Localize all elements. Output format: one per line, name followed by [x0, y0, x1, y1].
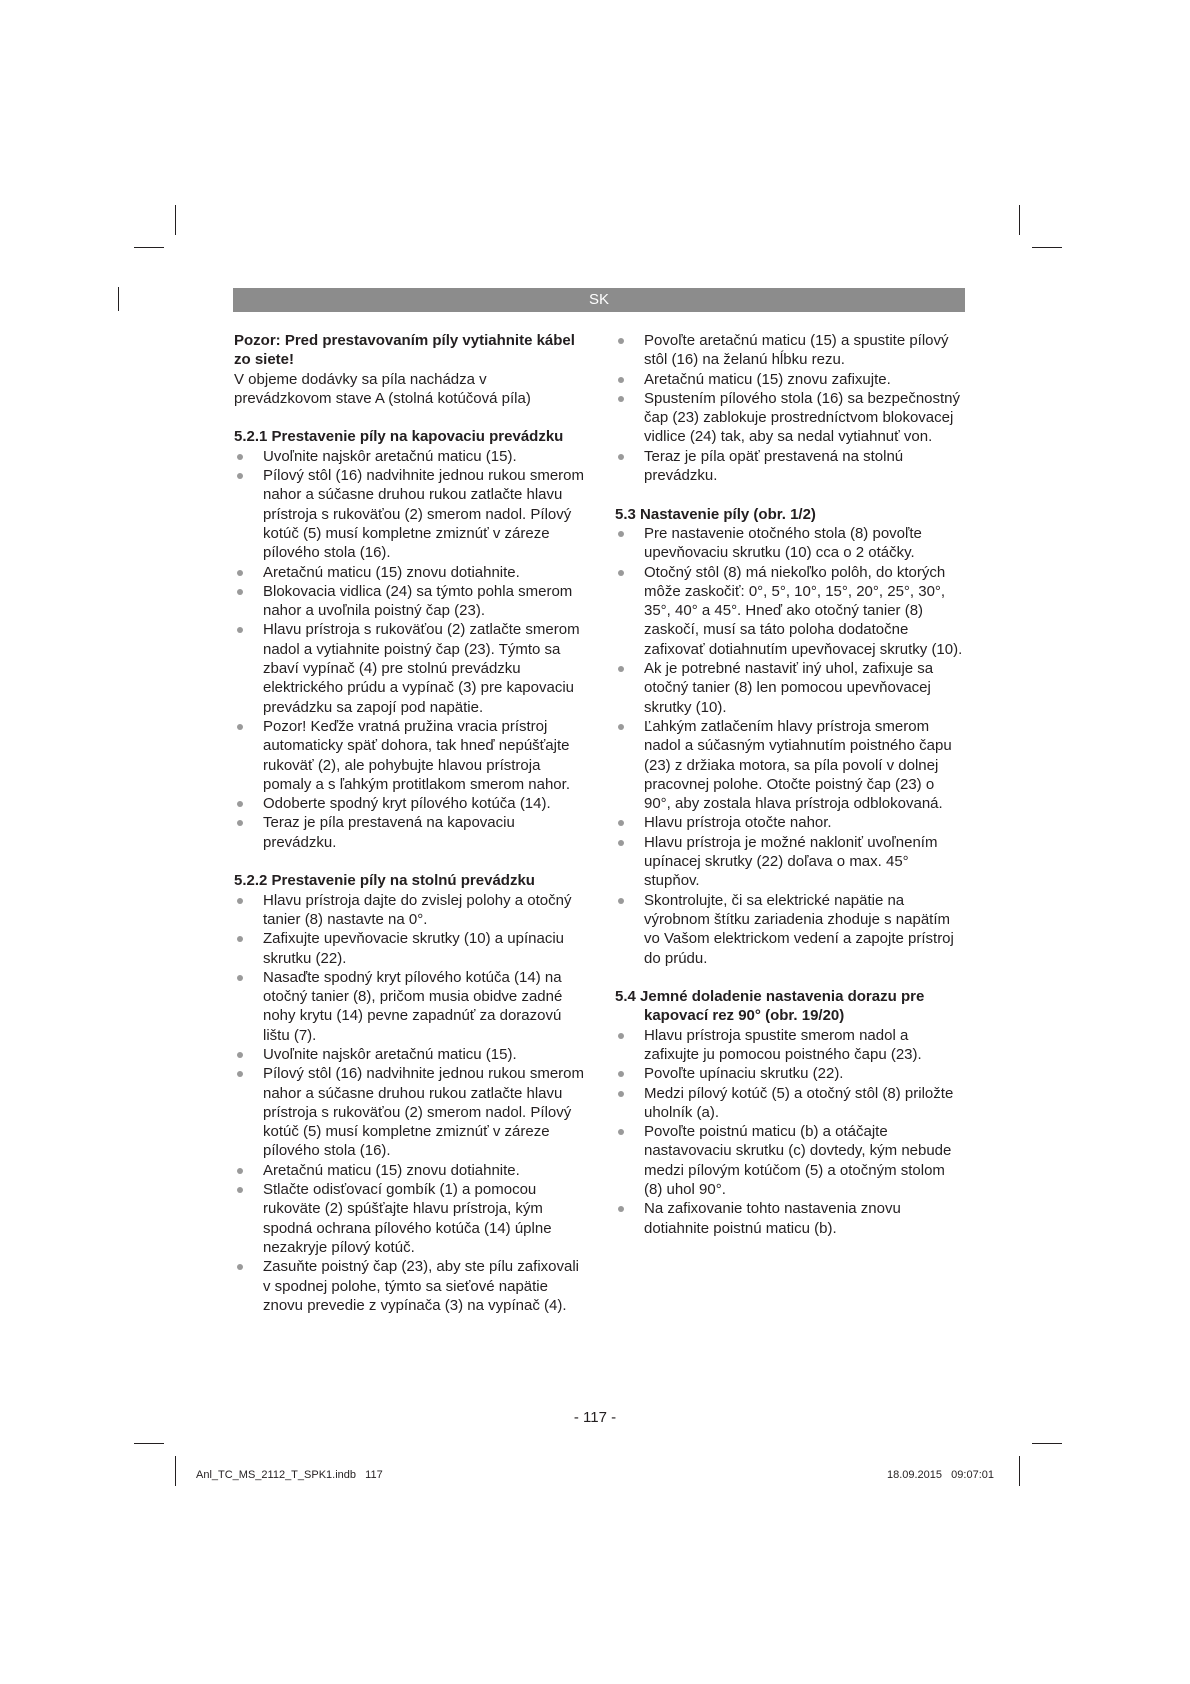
list-item: Otočný stôl (8) má niekoľko polôh, do ktorých môže zaskočiť: 0°, 5°, 10°, 15°, 20°, 25°, 30°, 35°, 40° a 45°. Hneď ako otočný tanier (8) zaskočí, musí sa táto poloha dodatočne zafixovať dotiahnutím upevňovacej skrutky (10).: [615, 563, 965, 659]
section-5-4-list: [615, 1026, 965, 1238]
left-column: [234, 331, 584, 1315]
list-item: Zasuňte poistný čap (23), aby ste pílu zafixovali v spodnej polohe, týmto sa sieťové napätie znovu prevedie z vypínača (3) na vypínač (4).: [234, 1257, 584, 1315]
file-slug: Anl_TC_MS_2112_T_SPK1.indb 117: [196, 1469, 383, 1481]
section-5-2-2-list: [234, 891, 584, 1316]
crop-mark: [1032, 247, 1062, 248]
intro-text: V objeme dodávky sa píla nachádza v prevádzkovom stave A (stolná kotúčová píla): [234, 370, 531, 407]
crop-mark: [175, 205, 176, 235]
crop-mark: [175, 1456, 176, 1486]
list-item: Teraz je píla prestavená na kapovaciu prevádzku.: [234, 813, 584, 852]
section-heading-5-2-1: 5.2.1 Prestavenie píly na kapovaciu prevádzku: [234, 428, 564, 446]
continued-list: [615, 331, 965, 485]
list-item: Blokovacia vidlica (24) sa týmto pohla smerom nahor a uvoľnila poistný čap (23).: [234, 582, 584, 621]
list-item: Uvoľnite najskôr aretačnú maticu (15).: [234, 447, 584, 466]
right-column: [615, 331, 965, 1238]
list-item: Pre nastavenie otočného stola (8) povoľte upevňovaciu skrutku (10) cca o 2 otáčky.: [615, 524, 965, 563]
list-item: Teraz je píla opäť prestavená na stolnú prevádzku.: [615, 447, 965, 486]
section-5-2-1-list: [234, 447, 584, 852]
list-item: Hlavu prístroja spustite smerom nadol a zafixujte ju pomocou poistného čapu (23).: [615, 1026, 965, 1065]
list-item: Hlavu prístroja otočte nahor.: [615, 813, 965, 832]
crop-mark: [134, 1443, 164, 1444]
section-heading-5-3: 5.3 Nastavenie píly (obr. 1/2): [615, 505, 816, 523]
crop-mark: [118, 287, 119, 311]
crop-mark: [1032, 1443, 1062, 1444]
list-item: Nasaďte spodný kryt pílového kotúča (14) na otočný tanier (8), pričom musia obidve zadné nohy krytu (14) pevne zapadnúť za dorazovú lištu (7).: [234, 968, 584, 1045]
list-item: Ak je potrebné nastaviť iný uhol, zafixuje sa otočný tanier (8) len pomocou upevňovacej skrutky (10).: [615, 659, 965, 717]
list-item: Pílový stôl (16) nadvihnite jednou rukou smerom nahor a súčasne druhou rukou zatlačte hlavu prístroja s rukoväťou (2) smerom nadol. Pílový kotúč (5) musí kompletne zmiznúť v záreze pílového stola (16).: [234, 1064, 584, 1160]
section-heading-5-2-2: 5.2.2 Prestavenie píly na stolnú prevádzku: [234, 872, 535, 890]
crop-mark: [1019, 205, 1020, 235]
section-5-3-list: [615, 524, 965, 968]
warning-text: Pozor: Pred prestavovaním píly vytiahnite kábel zo siete!: [234, 332, 575, 369]
section-heading-5-4: 5.4 Jemné doladenie nastavenia dorazu pre kapovací rez 90° (obr. 19/20): [615, 988, 925, 1025]
list-item: Aretačnú maticu (15) znovu zafixujte.: [615, 370, 965, 389]
list-item: Spustením pílového stola (16) sa bezpečnostný čap (23) zablokuje prostredníctvom blokovacej vidlice (24) tak, aby sa nedal vytiahnuť von.: [615, 389, 965, 447]
list-item: Pozor! Keďže vratná pružina vracia prístroj automaticky späť dohora, tak hneď nepúšťajte rukoväť (2), ale pohybujte hlavou prístroja pomaly a s ľahkým protitlakom smerom nahor.: [234, 717, 584, 794]
page-number: - 117 -: [573, 1409, 617, 1426]
list-item: Povoľte aretačnú maticu (15) a spustite pílový stôl (16) na želanú hĺbku rezu.: [615, 331, 965, 370]
list-item: Aretačnú maticu (15) znovu dotiahnite.: [234, 563, 584, 582]
list-item: Skontrolujte, či sa elektrické napätie na výrobnom štítku zariadenia zhoduje s napätím vo Vašom elektrickom vedení a zapojte prístroj do prúdu.: [615, 891, 965, 968]
list-item: Hlavu prístroja je možné nakloniť uvoľnením upínacej skrutky (22) doľava o max. 45° stupňov.: [615, 833, 965, 891]
language-label: SK: [588, 291, 609, 308]
crop-mark: [1019, 1456, 1020, 1486]
list-item: Povoľte upínaciu skrutku (22).: [615, 1064, 965, 1083]
list-item: Odoberte spodný kryt pílového kotúča (14).: [234, 794, 584, 813]
list-item: Hlavu prístroja dajte do zvislej polohy a otočný tanier (8) nastavte na 0°.: [234, 891, 584, 930]
list-item: Stlačte odisťovací gombík (1) a pomocou rukoväte (2) spúšťajte hlavu prístroja, kým spodná ochrana pílového kotúča (14) úplne nezakryje pílový kotúč.: [234, 1180, 584, 1257]
list-item: Aretačnú maticu (15) znovu dotiahnite.: [234, 1161, 584, 1180]
list-item: Medzi pílový kotúč (5) a otočný stôl (8) priložte uholník (a).: [615, 1084, 965, 1123]
list-item: Zafixujte upevňovacie skrutky (10) a upínaciu skrutku (22).: [234, 929, 584, 968]
list-item: Na zafixovanie tohto nastavenia znovu dotiahnite poistnú maticu (b).: [615, 1199, 965, 1238]
list-item: Ľahkým zatlačením hlavy prístroja smerom nadol a súčasným vytiahnutím poistného čapu (23) z držiaka motora, sa píla povolí v dolnej pracovnej polohe. Otočte poistný čap (23) o 90°, aby zostala hlava prístroja odblokovaná.: [615, 717, 965, 813]
list-item: Povoľte poistnú maticu (b) a otáčajte nastavovaciu skrutku (c) dovtedy, kým nebude medzi pílovým kotúčom (5) a otočným stolom (8) uhol 90°.: [615, 1122, 965, 1199]
print-timestamp: 18.09.2015 09:07:01: [886, 1469, 994, 1481]
language-header-bar: [233, 288, 965, 312]
list-item: Hlavu prístroja s rukoväťou (2) zatlačte smerom nadol a vytiahnite poistný čap (23). Týmto sa zbaví vypínač (4) pre stolnú prevádzku elektrického prúdu a vypínač (3) pre kapovaciu prevádzku sa zapojí pod napätie.: [234, 620, 584, 716]
list-item: Uvoľnite najskôr aretačnú maticu (15).: [234, 1045, 584, 1064]
crop-mark: [134, 247, 164, 248]
list-item: Pílový stôl (16) nadvihnite jednou rukou smerom nahor a súčasne druhou rukou zatlačte hlavu prístroja s rukoväťou (2) smerom nadol. Pílový kotúč (5) musí kompletne zmiznúť v záreze pílového stola (16).: [234, 466, 584, 562]
